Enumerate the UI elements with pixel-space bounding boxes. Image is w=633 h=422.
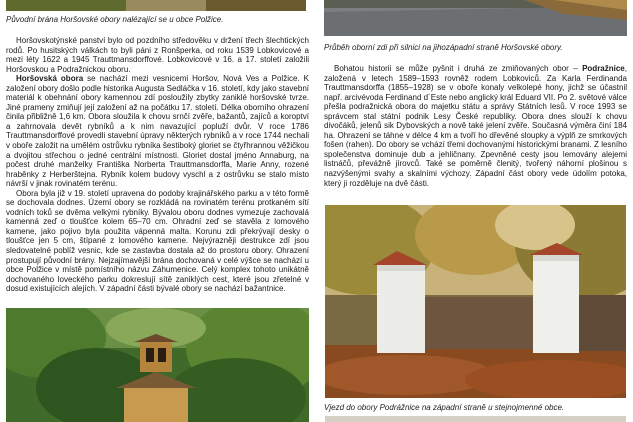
photo-wall-along-road [324, 0, 627, 36]
left-text-column [6, 36, 309, 298]
left-paragraph-2 [6, 74, 309, 189]
podraznice-heading: Podražnice [582, 64, 625, 73]
left-paragraph-3: Obora byla již v 19. století upravena do podoby krajinářského parku a v této formě se dochovala dodnes. Území obory se rozkládá na rovinatém terénu protkaném sítí vodních toků se dvěma velkými rybníky. Bývalou oboru dodnes vymezuje zachovalá kamenná zeď o tloušťce kolem 65–70 cm. Ohradní zeď se stavěla z lomového kamene, jako pojivo byla použita vápenná malta. Korunu zdi překrývají desky o tloušťce jen 5 cm, štípané z lomového kamene. Nejvýrazněji destrukce zdí jsou sledovatelné poblíž vesnic, kde se zastavba dostala až do prostoru obory. Ohrazení prostupují původní brány. Nejzajímavější brána dochovaná v celé výšce se nachází u obce Polžice v místě pomístního názvu Záhumenice. Celý komplex tohoto unikátně dochovaného loveckého parku dokreslují sítě zaniklých cest, které jsou zřetelné v dosud existujících alejích. V západní části bývalé obory se nachází bažantnice. [6, 188, 309, 294]
photo-polzice-gate-top [6, 0, 306, 11]
right-mid-photo-caption: Vjezd do obory Podrážnice na západní straně u stejnojmenné obce. [324, 403, 565, 412]
right-paragraph-1-text: , založená v letech 1589–1593 rovněž rodem Lobkoviců. Za Karla Ferdinanda Trauttmansdorffa (1855–1928) se v oboře konaly velkolepé hony, jichž se účastnil např. arcivévoda Ferdinand d´Este nebo anglický král Eduard VII. Po 2. světové válce přešla podražnická obora do majetku státu a správy Státních lesů. V roce 1993 se správcem stal státní podnik Lesy České republiky. Obora dnes slouží k chovu divočáků, jelenů sik Dybovských a nově také jelení zvěře. Současná výměra činí 184 ha. Ohrazení se táhne v délce 4 km a tvoří ho dřevěné sloupky a výplň ze smrkových fošen (rahen). Do obory se vchází třemi dochovanými historickými branami. Z lesního společenstva dominuje dub a jehličnany. Zpevněné cesty jsou lemovány alejemi listnáčů, převážně jírovců. Také se poměrně členitý, tvořený náhorní plošinou s nazvýšenými svahy a skalními výchozy. Západní část obory vede údolím potoka, který ji rozděluje na dvě části. [324, 64, 627, 188]
photo-bottom-right-partial [325, 416, 626, 422]
right-text-column [324, 64, 627, 194]
right-top-photo-caption: Průběh oborní zdi při silnici na jihozápadní straně Horšovské obory. [324, 43, 563, 52]
photo-gloriet-annaburg [6, 308, 309, 422]
left-paragraph-2-text: se nachází mezi vesnicemi Horšov, Nová Ves a Polžice. K založení obory došlo podle historika Augusta Sedláčka v 16. století, kdy jako stavební materiál k obehnání obory kamennou zdí posloužily zbytky zaniklé horšovské tvrze. Jiné prameny zmiňují její založení až na počátku 17. století. Délka oborního ohrazení činila přibližně 1,6 km. Obora sloužila k chovu srnčí zvěře, bažantů, zajíců a koroptví a zahrnovala devět rybníků a k nim navazující popluží dvůr. V roce 1786 Trauttmansdorffové provedli stavební úpravy některých rybníků a v roce 1744 nechali v oboře založit na umělém ostrůvku rybníka šestiboký gloriet se čtyřhrannou věžičkou a dvojitou střechou o jedné centrální místnosti. Gloriet dostal jméno Annaburg, na počest druhé manželky Františka Norberta Trauttmansdorffa, Marie Anny, rozené hraběnky z Herberštejna. Rybník kolem budovy vyschl a z ostrůvku se stalo místo návrší v jinak rovinatém terénu. [6, 74, 310, 189]
right-paragraph-1-intro: Bohatou historii se může pyšnit i druhá ze zmiňovaných obor – [334, 64, 583, 73]
right-paragraph-1 [324, 64, 627, 188]
horsovska-obora-heading: Horšovská obora [16, 74, 84, 84]
photo-podraznice-gate [325, 205, 626, 398]
left-paragraph-1: Horšovskotýnské panství bylo od pozdního středověku v držení třech šlechtických rodů. Po husitských válkách to byli páni z Ronšperka, od roku 1539 Lobkovicové a mezi léty 1622 a 1945 Trauttmansdorffové. Lobkovicové v 16. a 17. století založili Horšovskou a Podražnickou oboru. [6, 36, 309, 74]
left-top-photo-caption: Původní brána Horšovské obory nalézající se u obce Polžice. [6, 15, 224, 24]
